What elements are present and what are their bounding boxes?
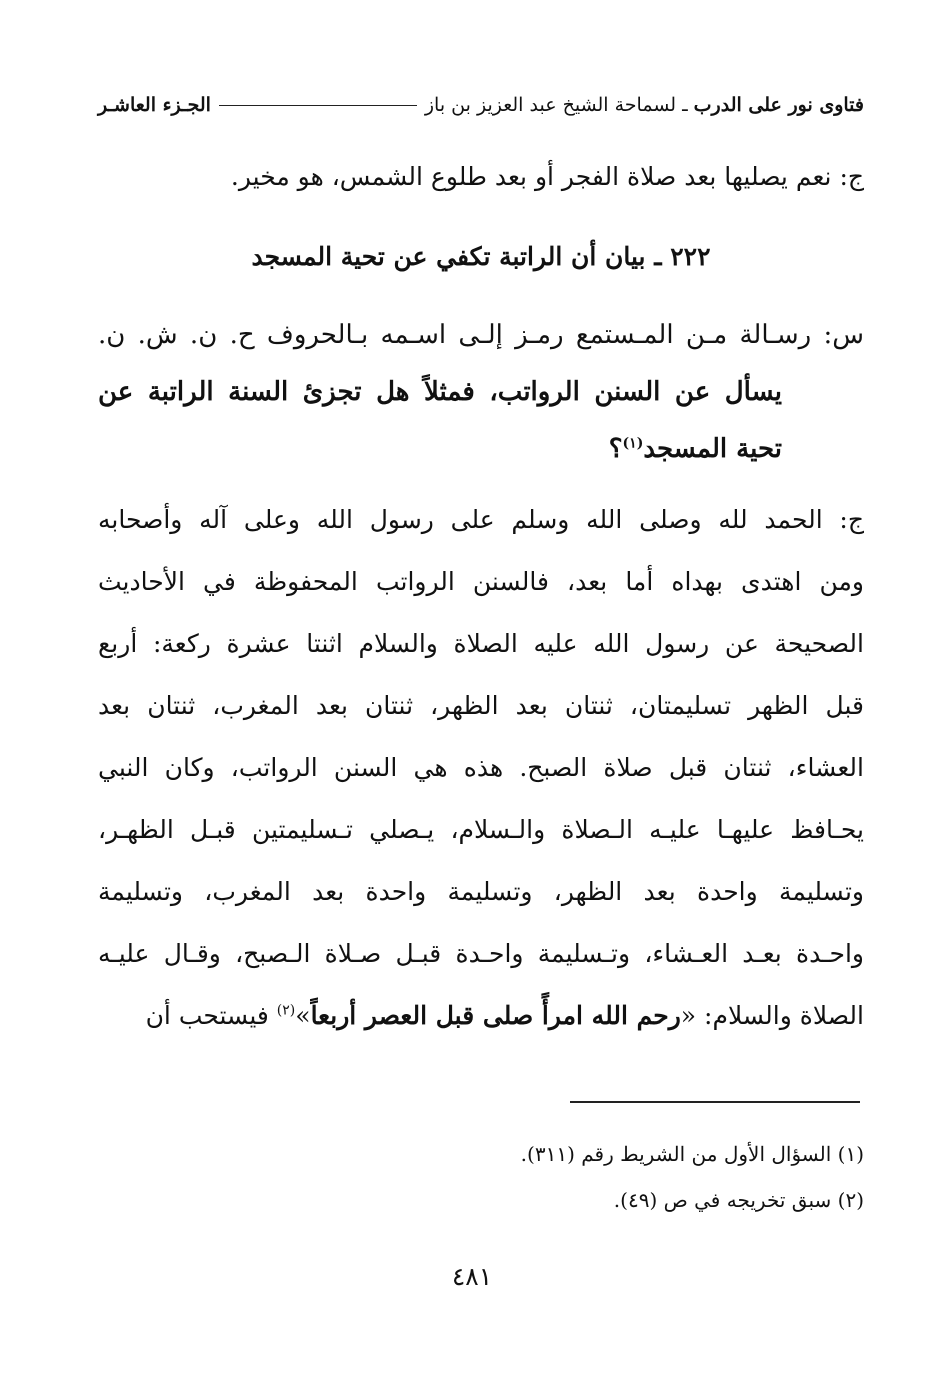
answer-line: قبل الظهر تسليمتان، ثنتان بعد الظهر، ثنتان بعد المغرب، ثنتان بعد bbox=[98, 691, 864, 720]
answer-line: ج: الحمد لله وصلى الله وسلم على رسول الله وعلى آله وأصحابه bbox=[98, 505, 864, 534]
last-line-start: الصلاة والسلام: « bbox=[680, 1001, 864, 1030]
answer-line: واحـدة بعـد العـشاء، وتـسليمة واحـدة قبـل صـلاة الـصبح، وقـال عليـه bbox=[98, 939, 864, 968]
part-label: الجـزء العاشـر bbox=[98, 94, 211, 116]
answer-line: يحـافظ عليهـا عليـه الـصلاة والـسلام، يـصلي تـسليمتين قبـل الظهـر، bbox=[98, 815, 864, 844]
intro-answer: ج: نعم يصليها بعد صلاة الفجر أو بعد طلوع الشمس، هو مخير. bbox=[230, 162, 864, 191]
footnote-ref-2: (٢) bbox=[276, 1002, 296, 1019]
footnote-ref-1: (١) bbox=[622, 435, 644, 452]
question-line-3 bbox=[98, 432, 782, 466]
author-name: لسماحة الشيخ عبد العزيز بن باز bbox=[424, 94, 677, 116]
question-line-2: يسأل عن السنن الرواتب، فمثلاً هل تجزئ السنة الراتبة عن bbox=[98, 377, 782, 407]
running-header bbox=[98, 88, 864, 122]
footnote-1: (١) السؤال الأول من الشريط رقم (٣١١). bbox=[520, 1142, 864, 1166]
question-mark: ؟ bbox=[608, 434, 623, 464]
last-line-end: فيستحب أن bbox=[145, 1001, 277, 1030]
answer-line: الصحيحة عن رسول الله عليه الصلاة والسلام اثنتا عشرة ركعة: أربع bbox=[98, 629, 864, 658]
quote-close: » bbox=[295, 1001, 311, 1030]
footnote-2: (٢) سبق تخريجه في ص (٤٩). bbox=[613, 1188, 864, 1212]
hadith-quote: رحم الله امرأً صلى قبل العصر أربعاً bbox=[310, 1001, 681, 1030]
answer-line: وتسليمة واحدة بعد الظهر، وتسليمة واحدة بعد المغرب، وتسليمة bbox=[98, 877, 864, 906]
book-title: فتاوى نور على الدرب bbox=[693, 94, 864, 116]
section-heading: ٢٢٢ ـ بيان أن الراتبة تكفي عن تحية المسجد bbox=[251, 242, 711, 271]
question-line-1: س: رسـالة مـن المـستمع رمـز إلـى اسـمه بـالحروف ح. ن. ش. ن. bbox=[98, 320, 864, 350]
page-number: ٤٨١ bbox=[451, 1262, 493, 1291]
question-line-3-text: تحية المسجد bbox=[643, 434, 782, 464]
header-separator: ـ bbox=[682, 94, 688, 116]
header-rule bbox=[219, 105, 417, 106]
answer-line: العشاء، ثنتان قبل صلاة الصبح. هذه هي السنن الرواتب، وكان النبي bbox=[98, 753, 864, 782]
answer-last-line bbox=[98, 999, 864, 1033]
answer-line: ومن اهتدى بهداه أما بعد، فالسنن الرواتب المحفوظة في الأحاديث bbox=[98, 567, 864, 596]
footnote-divider bbox=[570, 1101, 860, 1103]
